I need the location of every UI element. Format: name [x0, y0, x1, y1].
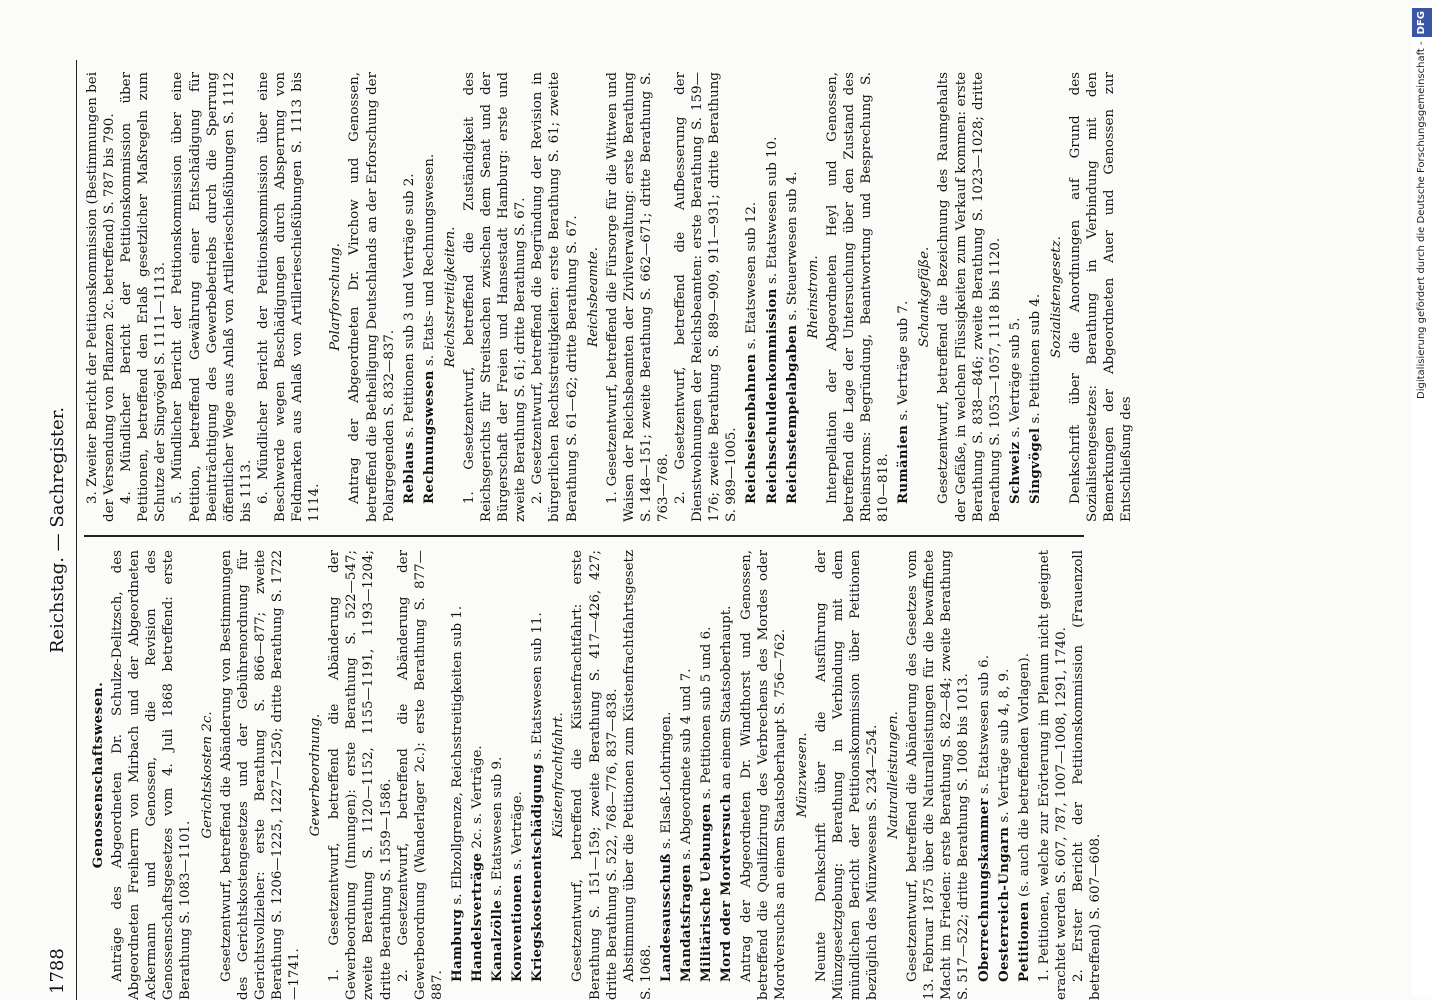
entry-text: 2. Gesetzentwurf, betreffend die Begründung der Revision in bürgerlichen Rechtsstreitigkeiten: erste Berathung S. 61; zweite Berathung S. 61—62; dritte Berathung S. 67. [530, 72, 580, 522]
cross-reference-target: s. Petitionen sub 4. [1027, 293, 1043, 428]
entry-heading: Münzwesen. [794, 732, 810, 818]
entry-text: 1. Gesetzentwurf, betreffend die Fürsorge für die Wittwen und Waisen der Reichsbeamten der Zivilverwaltung: erste Berathung S. 148—151; zweite Berathung S. 662—671; dritte Berathung S. 763—768. [604, 72, 671, 522]
cross-reference-term: Rumänien [895, 424, 912, 504]
entry-text: 5. Mündlicher Bericht der Petitionskommission über eine Petition, betreffend Gewährung einer Entschädigung für Beeinträchtigung des Gewerbebetriebs durch die Sperrung öffentlicher Wege aus Anlaß von Artillerieschießübungen S. 1112 bis 1113. [170, 72, 254, 522]
cross-reference [469, 550, 486, 982]
cross-reference [1007, 72, 1024, 504]
cross-reference [976, 550, 993, 982]
cross-reference-term: Rechnungswesen [420, 370, 437, 504]
entry-text: 6. Mündlicher Bericht der Petitionskommission über eine Beschwerde wegen Beschädigungen durch Absperrung von Feldmarken aus Anlaß von Artillerieschießübungen S. 1113 bis 1114. [255, 72, 323, 522]
cross-reference [509, 550, 526, 982]
cross-reference-term: Reblaus [400, 441, 417, 504]
entry-text: Interpellation der Abgeordneten Heyl und Genossen, betreffend die Lage der Untersuchung über den Zustand des Rheinstroms: Begründung, Beantwortung und Besprechung S. 810—818. [824, 72, 892, 522]
entry-text: 1. Petitionen, welche zur Erörterung im Plenum nicht geeignet erachtet werden S. 607, 787, 1007—1008, 1291, 1740. [1036, 550, 1069, 1000]
entry-text: Neunte Denkschrift über die Ausführung der Münzgesetzgebung: Berathung in Verbindung mit dem mündlichen Bericht der Petitionskommission über Petitionen bezüglich des Münzwesens S. 234—254. [813, 550, 880, 1000]
cross-reference [996, 550, 1013, 982]
cross-reference-target: s. Verträge sub 7. [896, 300, 912, 425]
section-heading: Genossenschaftswesen. [90, 681, 106, 869]
entry-heading: Polarforschung. [328, 243, 344, 351]
left-column [84, 550, 1354, 1000]
cross-reference [421, 72, 438, 504]
entry-text: Antrag der Abgeordneten Dr. Windthorst und Genossen, betreffend die Qualifizirung des Verbrechens des Mordes oder Mordversuchs an einem Staatsoberhaupt S. 756—762. [739, 550, 789, 1000]
dfg-note-text: Digitalisierung gefördert durch die Deutsche Forschungsgemeinschaft - [1416, 41, 1427, 399]
cross-reference-term: Schweiz [1006, 441, 1023, 504]
cross-reference-term: Landesausschuß [657, 853, 674, 982]
entry-heading: Gerichtskosten 2c. [199, 711, 215, 839]
entry-heading: Küstenfrachtfahrt. [551, 712, 567, 838]
cross-reference [895, 72, 912, 504]
entry-text: Gesetzentwurf, betreffend die Bezeichnung des Raumgehalts der Gefäße, in welchen Flüssigkeiten zum Verkauf kommen: erste Berathung S. 838—846; zweite Berathung S. 1023—1028; dritte Berathung S. 1053—1057, 1118 bis 1120. [936, 72, 1003, 522]
cross-reference [1016, 550, 1033, 982]
entry-text: 2. Gesetzentwurf, betreffend die Aufbesserung der Dienstwohnungen der Reichsbeamten: erste Berathung S. 159—176; zweite Berathung S. 889—909, 911—931; dritte Berathung S. 989—1005. [673, 72, 740, 522]
entry-text: Gesetzentwurf, betreffend die Abänderung des Gesetzes vom 13. Februar 1875 über die Naturalleistungen für die bewaffnete Macht im Frieden: erste Berathung S. 82—84; zweite Berathung S. 517—522; dritte Berathung S. 1008 bis 1013. [905, 550, 972, 1000]
cross-reference [401, 72, 418, 504]
cross-reference [784, 72, 801, 504]
cross-reference-target: s. Verträge sub 4, 8, 9. [996, 668, 1012, 827]
right-column [84, 72, 1354, 522]
cross-reference-target: s. Etatswesen sub 9. [490, 756, 506, 900]
dfg-logo: DFG [1412, 8, 1432, 37]
cross-reference-term: Militärische Uebungen [698, 803, 715, 982]
page-title: Reichstag. — Sachregister. [47, 406, 68, 654]
cross-reference-target: s. Etatswesen sub 10. [764, 136, 780, 289]
cross-reference-target: s. Verträge. [510, 791, 526, 875]
entry-heading: Gewerbeordnung. [308, 713, 324, 837]
entry-text: 4. Mündlicher Bericht der Petitionskommission über Petitionen, betreffend den Erlaß gesetzlicher Maßregeln zum Schutze der Singvögel S. 1111—1113. [119, 72, 169, 522]
entry-text: 3. Zweiter Bericht der Petitionskommission (Bestimmungen bei der Versendung von Pflanzen 2c. betreffend) S. 787 bis 790. [85, 72, 118, 522]
dfg-note [1412, 8, 1432, 988]
entry-text: Gesetzentwurf, betreffend die Abänderung von Bestimmungen des Gerichtskostengesetzes und der Gebührenordnung für Gerichtsvollzieher: erste Berathung S. 866—877; zweite Berathung S. 1206—1225, 1227—1250; dritte Berathung S. 1722—1741. [218, 550, 303, 1000]
cross-reference-term: Reichsschuldenkommission [763, 288, 780, 504]
column-divider [84, 536, 1084, 538]
cross-reference-target: s. Verträge sub 5. [1007, 317, 1023, 442]
cross-reference-target: s. Elbzollgrenze, Reichsstreitigkeiten sub 1. [449, 605, 465, 909]
running-head [40, 60, 77, 1000]
cross-reference-term: Mord oder Mordversuch [718, 793, 735, 982]
cross-reference-term: Hamburg [448, 908, 465, 982]
cross-reference-term: Oesterreich-Ungarn [995, 826, 1012, 982]
cross-reference-term: Oberrechnungskammer [975, 798, 992, 982]
two-column-body [84, 60, 1354, 1000]
cross-reference [698, 550, 715, 982]
entry-text: Denkschrift über die Anordnungen auf Grund des Sozialistengesetzes: Berathung in Verbindung mit den Bemerkungen der Abgeordneten Auer und Genossen zur Entschließung des [1068, 72, 1135, 522]
cross-reference [764, 72, 781, 504]
cross-reference-target: an einem Staatsoberhaupt. [719, 605, 735, 794]
cross-reference-term: Reichseisenbahnen [743, 353, 760, 504]
entry-text: Abstimmung über die Petitionen zum Küstenfrachtfahrtsgesetz S. 1068. [621, 550, 654, 1000]
entry-text: Gesetzentwurf, betreffend die Küstenfrachtfahrt: erste Berathung S. 151—159; zweite Berathung S. 417—426, 427; dritte Berathung S. 522, 768—776, 837—838. [570, 550, 620, 1000]
page-number: 1788 [47, 948, 68, 994]
cross-reference-target: s. Petitionen sub 3 und Verträge sub 2. [401, 173, 417, 442]
entry-heading: Rheinstrom. [805, 255, 821, 339]
cross-reference-term: Handelsverträge [468, 852, 485, 982]
entry-text: Antrag der Abgeordneten Dr. Virchow und Genossen, betreffend die Betheiligung Deutschlands an der Erforschung der Polargegenden S. 832—837. [347, 72, 397, 522]
cross-reference [489, 550, 506, 982]
cross-reference [658, 550, 675, 982]
entry-heading: Reichsbeamte. [585, 246, 601, 348]
cross-reference-target: (s. auch die betreffenden Vorlagen). [1016, 652, 1032, 902]
cross-reference-target: s. Etatswesen sub 11. [530, 612, 546, 764]
cross-reference-term: Petitionen [1015, 901, 1032, 982]
cross-reference-target: s. Petitionen sub 5 und 6. [699, 626, 715, 804]
cross-reference-target: s. Etats- und Rechnungswesen. [421, 153, 437, 371]
entry-text: 2. Gesetzentwurf, betreffend die Abänderung der Gewerbeordnung (Wanderlager 2c.): erste Berathung S. 877—887. [395, 550, 445, 1000]
entry-heading: Sozialistengesetz. [1048, 236, 1064, 358]
entry-text: 1. Gesetzentwurf, betreffend die Abänderung der Gewerbeordnung (Innungen): erste Berathung S. 522—547; zweite Berathung S. 1120—1152, 1155—1191, 1193—1204; dritte Berathung S. 1559—1586. [327, 550, 394, 1000]
entry-heading: Schankgefäße. [917, 246, 933, 348]
entry-heading: Reichsstreitigkeiten. [442, 226, 458, 368]
cross-reference-target: s. Etatswesen sub 12. [744, 201, 760, 354]
cross-reference [529, 550, 546, 982]
rotated-document-sheet [40, 60, 1360, 1000]
cross-reference-term: Kriegskostenentschädigung [529, 763, 546, 982]
cross-reference-target: s. Etatswesen sub 6. [976, 655, 992, 799]
cross-reference [1027, 72, 1044, 504]
cross-reference-target: s. Elsaß-Lothringen. [658, 711, 674, 854]
cross-reference-term: Konventionen [509, 874, 526, 982]
entry-text: 2. Erster Bericht der Petitionskommission (Frauenzoll betreffend) S. 607—608. [1070, 550, 1104, 1000]
cross-reference-term: Mandatsfragen [678, 863, 694, 982]
entry-heading: Naturalleistungen. [886, 711, 902, 839]
cross-reference [718, 550, 735, 982]
entry-text: Anträge des Abgeordneten Dr. Schulze-Delitzsch, des Abgeordneten Freiherrn von Mirbach und der Abgeordneten Ackermann und Genossen, die Revision des Genossenschaftsgesetzes vom 4. Juli 1868 betreffend: erste Berathung S. 1083—1101. [110, 550, 194, 1000]
cross-reference-target: s. Abgeordnete sub 4 und 7. [679, 668, 694, 864]
cross-reference-target: 2c. s. Verträge. [469, 745, 485, 853]
cross-reference [678, 550, 695, 982]
cross-reference [743, 72, 760, 504]
cross-reference-term: Kanalzölle [489, 899, 506, 982]
entry-text: 1. Gesetzentwurf, betreffend die Zuständigkeit des Reichsgerichts für Streitsachen zwischen dem Senat und der Bürgerschaft der Freien und Hansestadt Hamburg: erste und zweite Berathung S. 61; dritte Berathung S. 67. [461, 72, 529, 522]
cross-reference-target: s. Steuerwesen sub 4. [784, 171, 800, 325]
cross-reference [449, 550, 466, 982]
cross-reference-term: Reichsstempelabgaben [783, 324, 800, 504]
cross-reference-term: Singvögel [1026, 427, 1043, 504]
